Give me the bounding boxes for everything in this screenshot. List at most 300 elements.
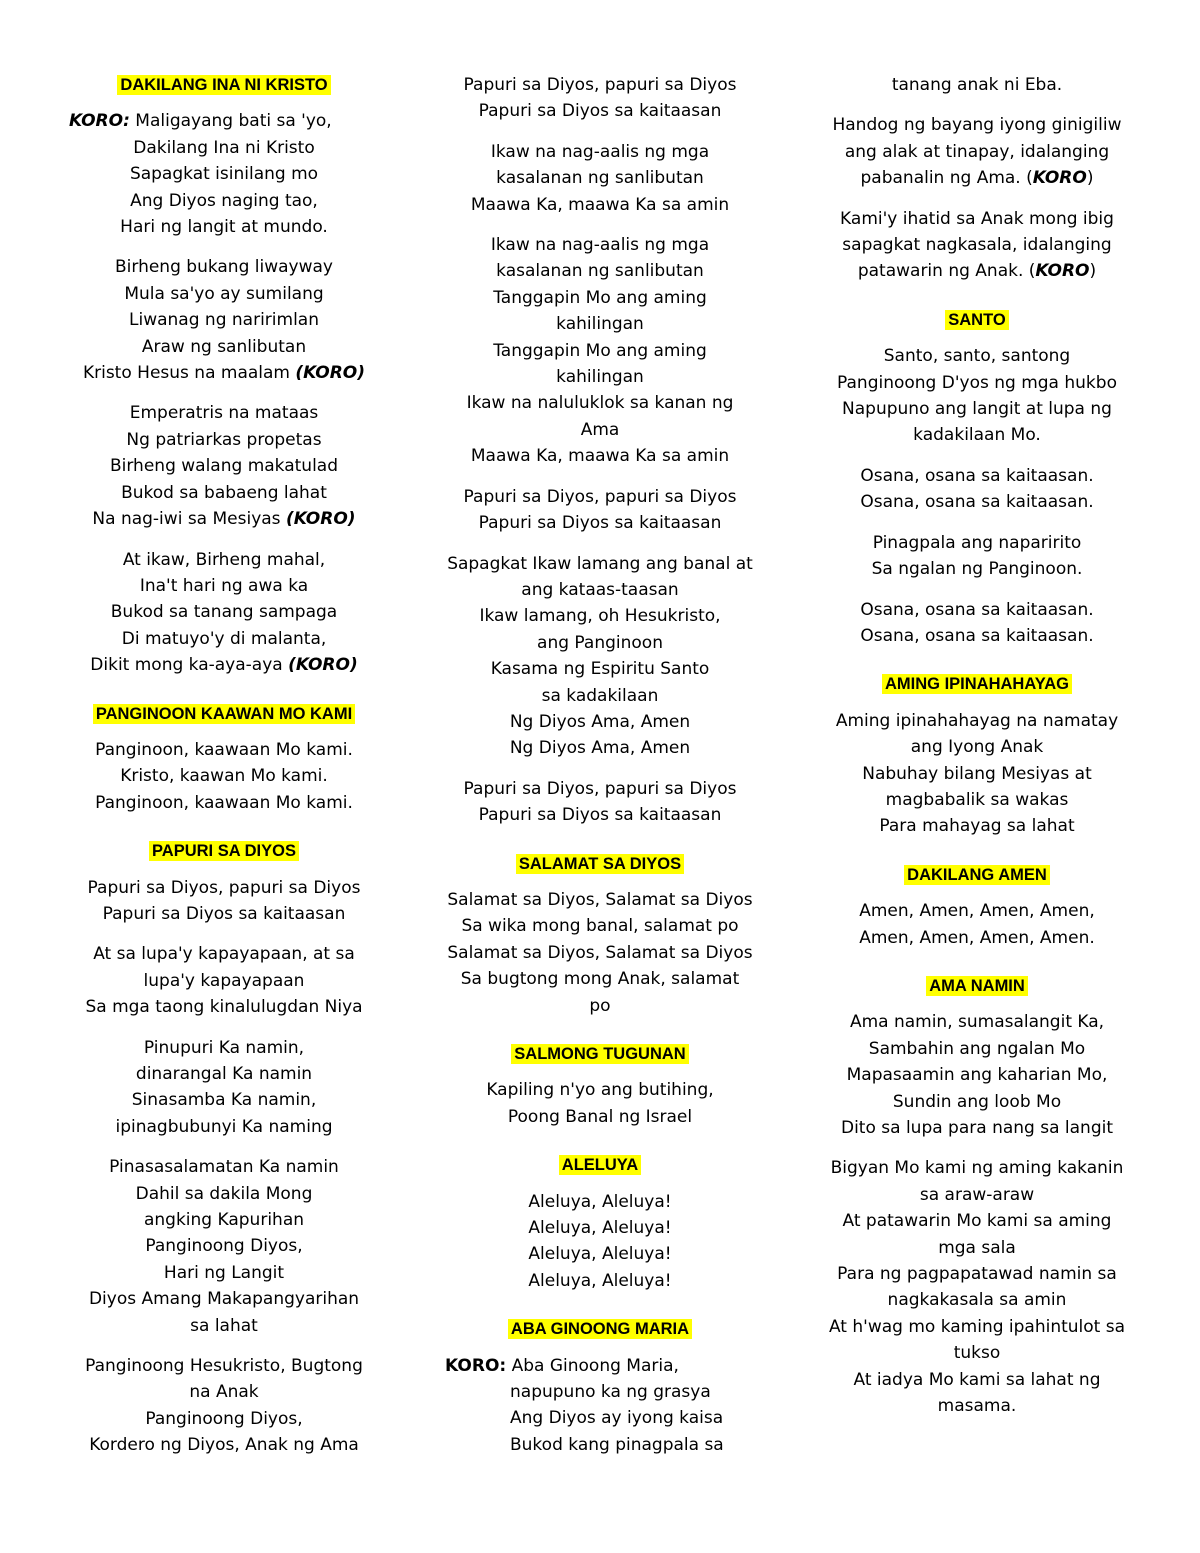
lyric-text: Kristo, kaawan Mo kami. [120,766,328,787]
lyric-text: Kami'y ihatid sa Anak mong ibig [840,208,1114,229]
lyric-line [44,480,404,506]
lyric-text: Aleluya, Aleluya! [528,1218,672,1239]
lyric-text: Sa mga taong kinalulugdan Niya [85,997,363,1018]
lyric-text: Amen, Amen, Amen, Amen, [859,901,1095,922]
section-heading-text: SANTO [945,310,1008,330]
lyric-text: dinarangal Ka namin [135,1064,313,1084]
lyric-line [44,1061,404,1087]
section-heading-aba-ginoong-maria [420,1316,780,1342]
lyric-text: Panginoon, kaawaan Mo kami. [95,792,353,813]
lyric-stanza [44,108,404,240]
lyric-text: Panginoong Hesukristo, Bugtong [85,1356,363,1377]
lyric-line [44,968,404,994]
lyric-line [420,484,780,510]
lyric-text: Ng Diyos Ama, Amen [509,738,691,759]
lyric-line [44,1313,404,1339]
lyric-line [44,901,404,927]
lyric-text: At ikaw, Birheng mahal, [122,549,326,570]
lyric-line [420,364,780,390]
lyric-stanza [797,343,1157,449]
lyric-text: Ama [580,419,620,440]
lyric-text: mga sala [938,1237,1016,1258]
lyric-line [420,630,780,656]
lyric-stanza [420,551,780,762]
lyric-line [797,165,1157,191]
lyric-line [420,1432,780,1458]
lyric-line [420,887,780,913]
lyric-line [44,1286,404,1312]
lyric-line [44,254,404,280]
lyric-line [44,188,404,214]
lyric-line [797,1393,1157,1419]
lyric-line [44,1035,404,1061]
section-heading-text: AMING IPINAHAHAYAG [882,674,1072,694]
lyric-text: Nabuhay bilang Mesiyas at [862,763,1092,784]
lyric-text: lupa'y kapayapaan [143,970,305,991]
lyric-text: Emperatris na mataas [129,403,319,424]
lyric-text: Bukod sa babaeng lahat [121,482,327,503]
lyric-line [44,599,404,625]
section-heading-panginoon-kaawan-mo-kami [44,701,404,727]
lyric-text: Papuri sa Diyos sa kaitaasan [478,101,722,122]
lyric-line [797,1261,1157,1287]
lyric-line [797,422,1157,448]
lyric-line [44,737,404,763]
lyric-line [44,1353,404,1379]
koro-marker: (KORO) [295,363,366,384]
lyric-text: Papuri sa Diyos, papuri sa Diyos [463,75,737,95]
lyric-text: Handog ng bayang iyong ginigiliw [832,115,1122,136]
lyric-stanza [44,547,404,679]
lyric-text: Ang Diyos naging tao, [130,190,318,211]
column-3 [797,72,1157,1433]
koro-marker: KORO [1032,168,1087,189]
lyric-line [420,913,780,939]
lyric-text: tukso [953,1343,1001,1364]
section-heading-santo [797,307,1157,333]
lyric-text: kahilingan [556,314,644,335]
lyric-line [797,72,1157,98]
lyric-text: Papuri sa Diyos sa kaitaasan [102,903,346,924]
section-heading-text: SALMONG TUGUNAN [511,1044,688,1064]
lyric-text: masama. [937,1396,1017,1417]
lyric-line [420,72,780,98]
lyric-text: kadakilaan Mo. [913,425,1041,446]
section-heading-text: PANGINOON KAAWAN MO KAMI [93,704,355,724]
lyric-line [420,776,780,802]
lyric-line [420,443,780,469]
lyric-line [420,1189,780,1215]
lyric-line [420,709,780,735]
lyric-line [420,1379,780,1405]
lyric-line [44,941,404,967]
lyric-line [797,787,1157,813]
lyric-line [797,623,1157,649]
lyric-stanza [797,1155,1157,1419]
lyric-text: Osana, osana sa kaitaasan. [860,465,1094,486]
lyric-text: Salamat sa Diyos, Salamat sa Diyos [447,889,753,910]
lyric-stanza [44,254,404,386]
lyric-line [797,206,1157,232]
lyric-line [44,1207,404,1233]
lyric-text: Ama namin, sumasalangit Ka, [849,1012,1105,1033]
section-heading-text: AMA NAMIN [926,976,1028,996]
lyric-line [797,1367,1157,1393]
lyric-line [797,1062,1157,1088]
lyric-line [797,1155,1157,1181]
lyric-line [420,338,780,364]
lyric-text: sapagkat nagkasala, idalanging [842,235,1112,256]
lyric-line [44,1260,404,1286]
lyric-text: Panginoong D'yos ng mga hukbo [837,372,1117,393]
lyric-line [420,417,780,443]
lyric-line [44,307,404,333]
lyric-text: Mapasaamin ang kaharian Mo, [846,1065,1108,1086]
lyric-line [797,734,1157,760]
lyric-text: Dakilang Ina ni Kristo [133,137,315,158]
lyric-line [797,489,1157,515]
lyric-text: kasalanan ng sanlibutan [496,168,704,189]
lyric-line [797,1208,1157,1234]
lyric-line [44,281,404,307]
lyric-text: ang Iyong Anak [910,737,1044,758]
lyric-line [797,1287,1157,1313]
section-heading-papuri-sa-diyos [44,838,404,864]
lyric-text: Sa wika mong banal, salamat po [461,916,739,937]
lyric-stanza [420,1189,780,1295]
lyric-line [44,360,404,386]
section-heading-aleluya [420,1152,780,1178]
lyric-text: Kordero ng Diyos, Anak ng Ama [89,1435,359,1456]
section-heading-text: DAKILANG INA NI KRISTO [117,75,330,95]
section-heading-salamat-sa-diyos [420,851,780,877]
lyric-line [797,556,1157,582]
lyric-line [44,573,404,599]
lyric-text: Aleluya, Aleluya! [528,1270,672,1291]
lyric-text: Tanggapin Mo ang aming [493,340,707,361]
lyric-stanza [420,139,780,218]
lyric-line [420,510,780,536]
lyric-text: Ng Diyos Ama, Amen [509,711,691,732]
koro-marker: KORO [1035,261,1090,282]
lyric-stanza [420,72,780,125]
lyric-text: Bukod kang pinagpala sa [510,1434,724,1455]
lyric-line [420,551,780,577]
lyric-line [797,1115,1157,1141]
column-2 [420,72,780,1472]
lyric-text: Papuri sa Diyos, papuri sa Diyos [463,486,737,507]
section-heading-text: SALAMAT SA DIYOS [516,854,684,874]
lyric-line [44,214,404,240]
lyric-line [44,400,404,426]
lyric-line [797,1235,1157,1261]
column-1 [44,72,404,1473]
lyric-line [797,396,1157,422]
lyric-text: kahilingan [556,367,644,388]
lyric-text: Di matuyo'y di malanta, [121,628,327,649]
lyric-text: Ng patriarkas propetas [126,429,322,450]
lyric-line [44,1432,404,1458]
lyric-text: Osana, osana sa kaitaasan. [860,599,1094,620]
lyric-text: Diyos Amang Makapangyarihan [88,1289,360,1310]
lyric-text: po [589,995,611,1016]
lyric-line [44,1181,404,1207]
lyric-line [420,390,780,416]
lyric-line [420,656,780,682]
lyric-text: Para ng pagpapatawad namin sa [837,1264,1117,1285]
lyric-line [420,232,780,258]
lyric-text: Bukod sa tanang sampaga [110,602,338,623]
lyric-line [420,311,780,337]
section-heading-text: ABA GINOONG MARIA [508,1319,692,1339]
lyric-stanza [797,898,1157,951]
lyric-line [420,1241,780,1267]
lyric-line [420,139,780,165]
lyric-line [797,1182,1157,1208]
lyric-text: Dahil sa dakila Mong [135,1183,313,1204]
lyric-text: Na nag-iwi sa Mesiyas [92,509,286,530]
lyric-stanza [797,530,1157,583]
lyric-line [420,1353,780,1379]
lyric-text: Dito sa lupa para nang sa langit [840,1118,1114,1138]
lyric-text: Kapiling n'yo ang butihing, [486,1080,714,1101]
lyric-line [797,898,1157,924]
lyric-stanza [44,1154,404,1339]
lyric-line [797,925,1157,951]
lyric-line [420,1104,780,1130]
lyric-text: Sinasamba Ka namin, [131,1090,317,1111]
lyric-stanza [44,875,404,928]
lyric-stanza [797,72,1157,98]
lyric-line [797,597,1157,623]
lyric-text: pabanalin ng Ama. ( [860,168,1033,189]
lyric-text: Osana, osana sa kaitaasan. [860,492,1094,513]
lyric-line [44,108,404,134]
lyric-line [420,165,780,191]
lyric-text: Sambahin ang ngalan Mo [868,1038,1086,1059]
lyric-line [44,161,404,187]
lyric-text: Hari ng Langit [163,1262,285,1283]
lyric-text: Sapagkat isinilang mo [129,164,319,185]
lyric-text: Osana, osana sa kaitaasan. [860,625,1094,646]
lyric-stanza [420,232,780,470]
lyric-text: Bigyan Mo kami ng aming kakanin [830,1158,1124,1179]
lyric-text: At h'wag mo kaming ipahintulot sa [828,1316,1126,1337]
lyric-text: Pinasasalamatan Ka namin [109,1157,339,1178]
section-heading-salmong-tugunan [420,1041,780,1067]
lyric-text: ang alak at tinapay, idalanging [844,141,1110,162]
lyric-line [44,1233,404,1259]
section-heading-dakilang-amen [797,862,1157,888]
lyric-text: ang Panginoon [537,632,663,653]
lyric-stanza [797,1009,1157,1141]
lyric-line [420,1268,780,1294]
lyric-line [420,603,780,629]
lyric-text: Panginoon, kaawaan Mo kami. [95,739,353,760]
lyric-stanza [797,708,1157,840]
lyric-line [797,112,1157,138]
lyric-text: At sa lupa'y kapayapaan, at sa [93,944,355,965]
section-heading-ama-namin [797,973,1157,999]
lyric-text: Tanggapin Mo ang aming [493,287,707,308]
lyric-text: Hari ng langit at mundo. [120,217,328,238]
lyric-text: Aleluya, Aleluya! [528,1244,672,1265]
lyric-line [44,652,404,678]
lyric-text: Panginoong Diyos, [145,1236,303,1257]
lyric-text: At patawarin Mo kami sa aming [842,1211,1112,1232]
lyric-text: Napupuno ang langit at lupa ng [842,399,1112,420]
lyric-line [797,370,1157,396]
lyric-line [420,577,780,603]
lyric-text: Santo, santo, santong [883,346,1071,367]
lyric-line [420,993,780,1019]
lyric-line [797,139,1157,165]
lyric-text: Papuri sa Diyos sa kaitaasan [478,513,722,534]
lyric-line [797,1036,1157,1062]
lyric-text: Panginoong Diyos, [145,1408,303,1429]
lyric-text: Papuri sa Diyos, papuri sa Diyos [87,877,361,898]
lyric-line [797,232,1157,258]
lyric-text: Pinagpala ang naparirito [872,532,1082,553]
lyric-stanza [420,1353,780,1459]
lyric-text: Papuri sa Diyos sa kaitaasan [478,805,722,826]
lyric-line [420,683,780,709]
lyric-line [44,334,404,360]
lyric-text: Amen, Amen, Amen, Amen. [859,927,1095,948]
lyric-line [44,506,404,532]
lyric-text: sa araw-araw [919,1184,1035,1205]
lyric-line [44,763,404,789]
lyric-text: Papuri sa Diyos, papuri sa Diyos [463,778,737,799]
lyric-text: Araw ng sanlibutan [141,336,307,357]
lyric-line [44,453,404,479]
lyric-text: ipinagbubunyi Ka naming [115,1116,333,1137]
lyric-text: Ina't hari ng awa ka [139,575,309,596]
lyric-text-suffix: ) [1086,168,1094,189]
lyric-stanza [420,887,780,1019]
lyric-line [420,1077,780,1103]
lyric-line [44,875,404,901]
koro-label: KORO: [69,111,130,132]
section-heading-dakilang-ina-ni-kristo [44,72,404,98]
lyric-text: Para mahayag sa lahat [879,816,1075,837]
lyric-line [44,1379,404,1405]
lyric-text: Maligayang bati sa 'yo, [129,111,332,132]
lyric-line [44,994,404,1020]
lyric-text: magbabalik sa wakas [885,789,1069,810]
lyric-line [797,343,1157,369]
lyric-text: tanang anak ni Eba. [891,75,1063,95]
lyric-line [44,1087,404,1113]
lyric-text: sa lahat [190,1315,258,1336]
lyric-text: Aleluya, Aleluya! [528,1191,672,1212]
lyric-line [44,427,404,453]
lyric-text: Dikit mong ka-aya-aya [90,655,289,676]
lyric-text: Aba Ginoong Maria, [506,1355,679,1376]
section-heading-text: DAKILANG AMEN [904,865,1050,885]
lyric-stanza [44,737,404,816]
lyric-text: Maawa Ka, maawa Ka sa amin [470,446,730,467]
lyric-text: patawarin ng Anak. ( [857,261,1036,282]
lyric-line [797,813,1157,839]
lyric-line [797,1009,1157,1035]
lyric-line [44,626,404,652]
lyric-line [797,761,1157,787]
lyric-text: Sundin ang loob Mo [892,1091,1062,1112]
lyric-line [420,98,780,124]
section-heading-aming-ipinahahayag [797,671,1157,697]
lyric-line [44,1154,404,1180]
lyric-text: ang kataas-taasan [521,579,679,600]
lyric-text: napupuno ka ng grasya [510,1382,711,1403]
section-heading-text: PAPURI SA DIYOS [149,841,299,861]
lyric-line [797,530,1157,556]
lyric-stanza [797,463,1157,516]
lyric-text: sa kadakilaan [541,685,659,706]
lyric-text: kasalanan ng sanlibutan [496,261,704,282]
lyric-text: Ikaw na naluluklok sa kanan ng [466,393,734,414]
lyric-line [797,463,1157,489]
lyric-line [44,1406,404,1432]
lyric-line [420,258,780,284]
lyric-line [44,547,404,573]
koro-marker: (KORO) [288,655,358,676]
lyric-text: na Anak [189,1382,259,1403]
lyric-text: Sa ngalan ng Panginoon. [871,559,1083,580]
lyric-line [420,802,780,828]
lyric-text: Ikaw na nag-aalis ng mga [490,141,710,162]
koro-marker: (KORO) [285,509,356,530]
lyric-line [420,285,780,311]
lyric-line [44,1114,404,1140]
lyric-stanza [797,112,1157,191]
lyric-text: Ang Diyos ay iyong kaisa [510,1408,724,1429]
lyric-stanza [44,1035,404,1141]
lyric-line [797,708,1157,734]
lyric-stanza [44,400,404,532]
lyric-line [797,1340,1157,1366]
lyric-text: Birheng walang makatulad [109,456,339,477]
lyric-text: Sapagkat Ikaw lamang ang banal at [447,553,753,574]
lyric-text: At iadya Mo kami sa lahat ng [853,1369,1101,1390]
lyric-line [797,1089,1157,1115]
lyric-text: Ikaw na nag-aalis ng mga [490,235,710,256]
lyric-stanza [44,941,404,1020]
lyric-line [797,258,1157,284]
lyric-line [44,790,404,816]
lyric-line [420,735,780,761]
lyric-text: Salamat sa Diyos, Salamat sa Diyos [447,942,753,963]
lyric-line [420,192,780,218]
lyric-line [420,940,780,966]
lyric-line [797,1314,1157,1340]
lyric-text: Birheng bukang liwayway [115,257,333,278]
section-heading-text: ALELUYA [559,1155,641,1175]
lyric-text: angking Kapurihan [143,1210,305,1231]
lyric-text: Poong Banal ng Israel [507,1106,693,1127]
lyric-stanza [44,1353,404,1459]
lyric-stanza [420,1077,780,1130]
lyric-stanza [420,484,780,537]
lyric-stanza [797,206,1157,285]
lyric-text: Pinupuri Ka namin, [143,1037,305,1058]
lyric-line [420,1215,780,1241]
lyric-line [420,966,780,992]
koro-label: KORO: [445,1355,507,1376]
lyric-text: Maawa Ka, maawa Ka sa amin [470,194,730,215]
lyric-stanza [797,597,1157,650]
lyric-text: Aming ipinahahayag na namatay [835,710,1119,731]
